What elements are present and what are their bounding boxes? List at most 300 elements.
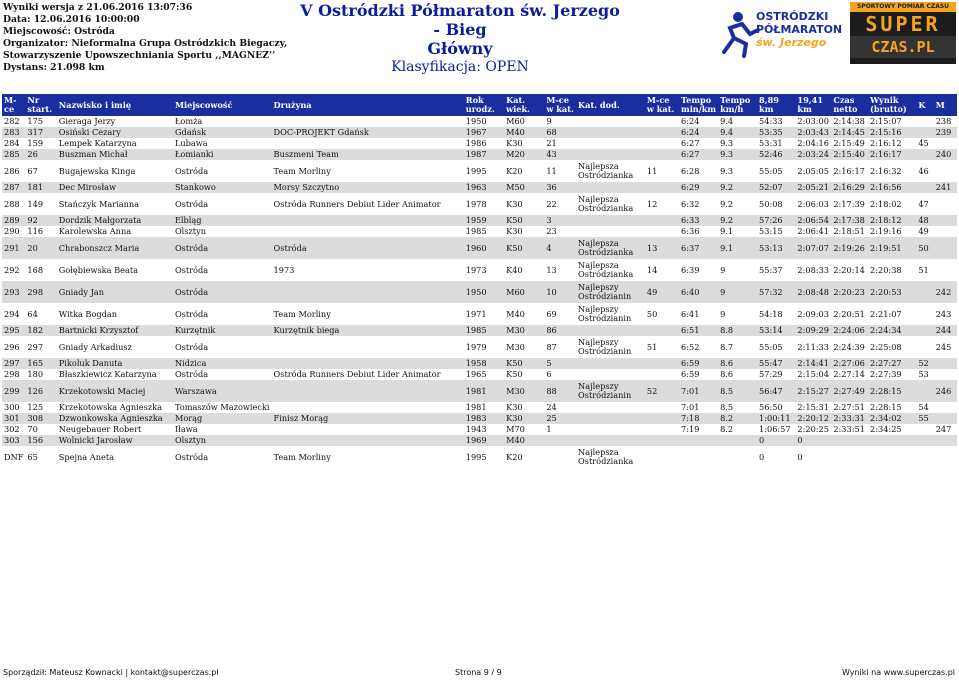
table-cell: K20 bbox=[506, 451, 523, 462]
table-cell: K30 bbox=[504, 413, 544, 424]
table-cell: M70 bbox=[506, 424, 525, 434]
table-cell: 6:59 bbox=[679, 358, 718, 369]
table-cell: Najlepsza Ostródzianka bbox=[578, 194, 634, 213]
table-cell: Finisz Morąg bbox=[272, 413, 464, 424]
table-cell bbox=[934, 215, 957, 226]
table-row bbox=[2, 281, 957, 303]
table-cell: 13 bbox=[546, 264, 557, 275]
table-cell: 159 bbox=[27, 138, 44, 148]
table-cell bbox=[934, 435, 957, 446]
table-cell: 2:03:43 bbox=[795, 127, 831, 138]
table-cell bbox=[916, 127, 933, 138]
table-cell bbox=[916, 303, 933, 325]
table-cell: 2:15:27 bbox=[795, 380, 831, 402]
table-cell: 23 bbox=[546, 226, 557, 236]
column-header: M-ce w kat. bbox=[645, 94, 679, 116]
table-cell: Olsztyn bbox=[173, 435, 272, 446]
table-cell: 9 bbox=[720, 264, 726, 275]
table-cell bbox=[916, 325, 933, 336]
table-cell: 2:33:31 bbox=[831, 413, 868, 424]
table-cell: 1978 bbox=[465, 198, 487, 209]
table-cell: 7:18 bbox=[679, 413, 718, 424]
table-cell: 2:17:38 bbox=[831, 215, 868, 226]
table-cell: Łomża bbox=[174, 116, 203, 126]
table-cell: 9.4 bbox=[720, 116, 734, 126]
logo-line-3: św. Jerzego bbox=[756, 36, 827, 49]
table-row bbox=[2, 435, 957, 446]
table-cell: 2:20:51 bbox=[833, 308, 865, 319]
table-cell: 1983 bbox=[464, 413, 504, 424]
column-header: Nazwisko i imię bbox=[57, 94, 173, 116]
table-cell: 24 bbox=[546, 402, 557, 412]
table-cell: 301 bbox=[2, 413, 25, 424]
table-cell: 2:24:39 bbox=[833, 341, 865, 352]
table-cell: 239 bbox=[934, 127, 957, 138]
column-header: Wynik (brutto) bbox=[868, 94, 916, 116]
table-cell: 1965 bbox=[465, 369, 487, 379]
table-cell bbox=[576, 413, 645, 424]
table-cell bbox=[916, 424, 933, 435]
table-cell bbox=[272, 138, 464, 149]
table-cell bbox=[934, 413, 957, 424]
table-cell bbox=[916, 281, 933, 303]
logo-line-2: PÓŁMARATON bbox=[756, 23, 843, 36]
table-cell: 20 bbox=[25, 237, 56, 259]
table-row bbox=[2, 303, 957, 325]
table-cell: 2:21:07 bbox=[870, 308, 902, 319]
table-cell: 11 bbox=[546, 165, 557, 176]
column-header: M-ce w kat. bbox=[544, 94, 576, 116]
table-cell: Stańczyk Marianna bbox=[58, 198, 140, 209]
table-cell: 282 bbox=[4, 116, 20, 126]
table-cell: 2:28:15 bbox=[868, 380, 916, 402]
table-row bbox=[2, 402, 957, 413]
table-cell: 294 bbox=[4, 308, 20, 319]
organizer-2: Stowarzyszenie Upowszechniania Sportu ,,MAGNEZ’’ bbox=[3, 50, 276, 61]
table-cell: 1943 bbox=[465, 424, 487, 434]
table-cell bbox=[272, 435, 464, 446]
column-header: K bbox=[916, 94, 933, 116]
table-cell bbox=[272, 215, 464, 226]
table-cell: 2:14:41 bbox=[795, 358, 831, 369]
table-cell: 2:27:14 bbox=[833, 369, 865, 379]
table-cell: 1959 bbox=[464, 215, 504, 226]
table-cell: 2:05:05 bbox=[797, 165, 829, 176]
table-cell: 2:17:39 bbox=[833, 198, 865, 209]
table-cell: 2:24:34 bbox=[868, 325, 916, 336]
table-cell: M40 bbox=[504, 435, 544, 446]
table-cell: 1981 bbox=[465, 402, 487, 412]
table-cell: 1985 bbox=[465, 226, 487, 236]
race-place: Miejscowość: Ostróda bbox=[3, 26, 115, 37]
table-cell: 1981 bbox=[464, 380, 504, 402]
table-cell: Ostróda Runners Debiut Lider Animator bbox=[273, 369, 441, 379]
table-cell: 2:15:40 bbox=[831, 149, 868, 160]
table-cell bbox=[934, 446, 957, 468]
table-cell: 284 bbox=[4, 138, 20, 148]
table-cell: Stankowo bbox=[173, 182, 272, 193]
table-cell: 290 bbox=[4, 226, 20, 236]
table-cell: 50 bbox=[646, 308, 658, 319]
table-cell: K30 bbox=[506, 226, 523, 236]
table-cell bbox=[679, 435, 718, 446]
table-cell: 2:20:14 bbox=[833, 264, 865, 275]
table-cell: 50 bbox=[916, 237, 933, 259]
table-row bbox=[2, 160, 957, 182]
table-cell: 53:13 bbox=[757, 237, 795, 259]
table-cell: 7:19 bbox=[681, 424, 700, 434]
organizer: Organizator: Nieformalna Grupa Ostródzkich Biegaczy, bbox=[3, 38, 288, 49]
table-cell: 283 bbox=[2, 127, 25, 138]
table-cell: 6:28 bbox=[681, 165, 700, 176]
table-cell: 69 bbox=[546, 308, 557, 319]
table-cell: 0 bbox=[759, 451, 765, 462]
footer-website: Wyniki na www.superczas.pl bbox=[841, 668, 955, 677]
table-cell: Najlepszy Ostródzianin bbox=[578, 304, 632, 323]
table-cell: Najlepszy Ostródzianin bbox=[576, 380, 645, 402]
footer-author: Sporządził: Mateusz Kownacki | kontakt@superczas.pl bbox=[3, 668, 219, 677]
table-cell: 55:05 bbox=[759, 341, 783, 352]
table-cell bbox=[645, 358, 679, 369]
table-cell: 65 bbox=[27, 451, 38, 462]
table-cell: 2:27:39 bbox=[870, 369, 902, 379]
table-cell: Dec Mirosław bbox=[57, 182, 173, 193]
table-cell: 298 bbox=[4, 369, 20, 379]
table-cell: 1967 bbox=[464, 127, 504, 138]
table-cell bbox=[916, 380, 933, 402]
table-cell: 299 bbox=[2, 380, 25, 402]
table-row bbox=[2, 413, 957, 424]
table-cell: Ostróda bbox=[173, 237, 272, 259]
table-cell: 2:11:33 bbox=[797, 341, 829, 352]
table-cell: 8.5 bbox=[718, 380, 757, 402]
table-cell: 2:09:29 bbox=[795, 325, 831, 336]
table-cell bbox=[576, 402, 645, 413]
table-cell: 9.4 bbox=[718, 127, 757, 138]
table-cell: M30 bbox=[506, 341, 525, 352]
table-cell: 300 bbox=[4, 402, 20, 412]
table-cell: 6 bbox=[546, 369, 552, 379]
table-cell: 70 bbox=[27, 424, 38, 434]
table-cell: 1995 bbox=[465, 165, 487, 176]
table-cell: 2:08:48 bbox=[795, 281, 831, 303]
table-cell: 6:24 bbox=[679, 127, 718, 138]
table-cell: 2:27:49 bbox=[831, 380, 868, 402]
table-cell: 9.2 bbox=[718, 215, 757, 226]
table-cell: 51 bbox=[646, 341, 658, 352]
table-cell: 1963 bbox=[464, 182, 504, 193]
table-cell: 288 bbox=[4, 198, 20, 209]
distance: Dystans: 21.098 km bbox=[3, 62, 105, 73]
table-cell: 92 bbox=[25, 215, 56, 226]
table-cell bbox=[576, 435, 645, 446]
table-cell: 54 bbox=[918, 402, 929, 412]
table-cell: 11 bbox=[646, 165, 658, 176]
table-cell: M40 bbox=[506, 308, 525, 319]
table-cell: 10 bbox=[544, 281, 576, 303]
table-cell: Witka Bogdan bbox=[58, 308, 118, 319]
table-cell: 2:16:17 bbox=[868, 149, 916, 160]
table-cell: 46 bbox=[918, 165, 929, 176]
table-cell: 50:08 bbox=[759, 198, 783, 209]
logo-line-1: OSTRÓDZKI bbox=[756, 10, 829, 23]
table-cell: 292 bbox=[4, 264, 20, 275]
table-cell: 47 bbox=[918, 198, 929, 209]
table-cell bbox=[576, 226, 645, 237]
table-cell: 6:27 bbox=[679, 149, 718, 160]
table-cell bbox=[645, 116, 679, 127]
table-cell bbox=[645, 182, 679, 193]
table-row bbox=[2, 138, 957, 149]
table-cell bbox=[576, 215, 645, 226]
race-date: Data: 12.06.2016 10:00:00 bbox=[3, 14, 140, 25]
table-cell bbox=[868, 435, 916, 446]
table-cell bbox=[272, 402, 464, 413]
table-cell: 1985 bbox=[464, 325, 504, 336]
table-cell: Olsztyn bbox=[174, 226, 206, 236]
table-cell: Team Morliny bbox=[273, 165, 331, 176]
table-cell: 2:19:16 bbox=[870, 226, 902, 236]
table-cell: 126 bbox=[25, 380, 56, 402]
table-cell: 180 bbox=[27, 369, 44, 379]
table-cell: Bartnicki Krzysztof bbox=[57, 325, 173, 336]
table-cell: 2:16:32 bbox=[870, 165, 902, 176]
table-cell: 9.1 bbox=[720, 226, 734, 236]
table-cell: 8.8 bbox=[718, 325, 757, 336]
table-cell: 2:18:51 bbox=[833, 226, 865, 236]
table-cell: 2:05:21 bbox=[795, 182, 831, 193]
table-cell: 2:19:51 bbox=[868, 237, 916, 259]
table-cell: 43 bbox=[544, 149, 576, 160]
table-cell: Najlepsza Ostródzianka bbox=[578, 161, 634, 180]
table-cell bbox=[645, 215, 679, 226]
table-cell: 241 bbox=[934, 182, 957, 193]
table-cell: 56:47 bbox=[757, 380, 795, 402]
table-row bbox=[2, 325, 957, 336]
table-cell: 12 bbox=[646, 198, 658, 209]
table-cell: 6:36 bbox=[681, 226, 700, 236]
table-cell: 8.6 bbox=[718, 358, 757, 369]
table-cell: Kurzętnik biega bbox=[272, 325, 464, 336]
table-header bbox=[2, 94, 957, 116]
table-cell: 52:07 bbox=[757, 182, 795, 193]
table-cell: 165 bbox=[25, 358, 56, 369]
table-cell bbox=[934, 237, 957, 259]
table-cell: 57:32 bbox=[757, 281, 795, 303]
table-row bbox=[2, 358, 957, 369]
table-cell: 2:16:29 bbox=[831, 182, 868, 193]
table-cell: 1995 bbox=[465, 451, 487, 462]
table-cell: 9.1 bbox=[718, 237, 757, 259]
table-cell: 2:03:24 bbox=[795, 149, 831, 160]
table-cell bbox=[645, 402, 679, 413]
table-cell: 9 bbox=[546, 116, 552, 126]
table-cell: 53:35 bbox=[757, 127, 795, 138]
table-cell: 7:01 bbox=[679, 380, 718, 402]
table-cell: 2:15:31 bbox=[797, 402, 829, 412]
table-cell: Karolewska Anna bbox=[58, 226, 132, 236]
table-cell: 54:18 bbox=[759, 308, 783, 319]
race-title: V Ostródzki Półmaraton św. Jerzego - Bieg bbox=[300, 1, 620, 39]
table-cell bbox=[645, 127, 679, 138]
table-cell: 2:08:33 bbox=[797, 264, 829, 275]
table-cell: 247 bbox=[935, 424, 952, 434]
table-cell: 9.3 bbox=[718, 149, 757, 160]
table-cell: 2:18:12 bbox=[868, 215, 916, 226]
table-cell: 3 bbox=[544, 215, 576, 226]
table-cell bbox=[272, 424, 464, 435]
table-cell: 125 bbox=[27, 402, 44, 412]
results-table bbox=[2, 94, 957, 468]
table-cell: Ostróda bbox=[174, 198, 209, 209]
halfmarathon-logo bbox=[716, 8, 843, 58]
table-cell: 285 bbox=[2, 149, 25, 160]
table-cell: Team Morliny bbox=[273, 451, 331, 462]
table-cell: 2:18:02 bbox=[870, 198, 902, 209]
column-header: M bbox=[934, 94, 957, 116]
table-cell: Tomaszów Mazowiecki bbox=[174, 402, 270, 412]
table-cell: 2:03:00 bbox=[797, 116, 829, 126]
table-cell: 64 bbox=[27, 308, 38, 319]
table-cell: 9.3 bbox=[720, 165, 734, 176]
table-cell bbox=[934, 358, 957, 369]
table-cell bbox=[679, 446, 718, 468]
classification: Klasyfikacja: OPEN bbox=[391, 59, 529, 75]
table-cell: 2:14:38 bbox=[833, 116, 865, 126]
table-cell: 6:37 bbox=[679, 237, 718, 259]
table-cell: 297 bbox=[2, 358, 25, 369]
table-cell: 168 bbox=[27, 264, 44, 275]
table-cell: 2:06:03 bbox=[797, 198, 829, 209]
table-cell: 175 bbox=[27, 116, 44, 126]
table-cell: Lubawa bbox=[174, 138, 208, 148]
footer-page: Strona 9 / 9 bbox=[455, 668, 502, 677]
table-cell: 2:20:53 bbox=[868, 281, 916, 303]
table-cell: 13 bbox=[645, 237, 679, 259]
table-row bbox=[2, 215, 957, 226]
table-cell: K50 bbox=[504, 237, 544, 259]
table-row bbox=[2, 127, 957, 138]
table-cell: 2:15:07 bbox=[870, 116, 902, 126]
table-cell bbox=[576, 149, 645, 160]
table-cell: 2:14:45 bbox=[831, 127, 868, 138]
table-cell: Ostróda bbox=[272, 237, 464, 259]
table-cell: 2:19:26 bbox=[831, 237, 868, 259]
table-cell: Buszmeni Team bbox=[272, 149, 464, 160]
table-cell bbox=[576, 358, 645, 369]
table-cell: Osiński Cezary bbox=[57, 127, 173, 138]
table-cell bbox=[934, 259, 957, 281]
table-cell bbox=[916, 149, 933, 160]
table-cell bbox=[544, 435, 576, 446]
table-cell: 298 bbox=[25, 281, 56, 303]
table-cell: DNF bbox=[4, 451, 24, 462]
table-cell bbox=[272, 380, 464, 402]
table-cell: Najlepsza Ostródzianka bbox=[576, 237, 645, 259]
table-cell: 8.7 bbox=[720, 341, 734, 352]
table-cell: 2:15:04 bbox=[797, 369, 829, 379]
table-cell: 2:20:25 bbox=[797, 424, 829, 434]
table-cell bbox=[576, 424, 645, 435]
table-cell: 181 bbox=[25, 182, 56, 193]
table-cell: 2:15:16 bbox=[868, 127, 916, 138]
column-header: Czas netto bbox=[831, 94, 868, 116]
table-cell: Elbląg bbox=[173, 215, 272, 226]
table-cell: 2:16:17 bbox=[833, 165, 865, 176]
table-cell bbox=[934, 193, 957, 215]
table-cell bbox=[272, 116, 464, 127]
table-cell: 2:27:06 bbox=[831, 358, 868, 369]
table-cell: M40 bbox=[504, 127, 544, 138]
table-row bbox=[2, 380, 957, 402]
table-cell: 317 bbox=[25, 127, 56, 138]
table-cell: DOC-PROJEKT Gdańsk bbox=[272, 127, 464, 138]
table-cell: 242 bbox=[934, 281, 957, 303]
table-cell bbox=[272, 281, 464, 303]
table-cell: Najlepszy Ostródzianin bbox=[578, 337, 632, 356]
table-cell bbox=[645, 413, 679, 424]
superczas-logo bbox=[850, 2, 956, 64]
print-version: Wyniki wersja z 21.06.2016 13:07:36 bbox=[3, 2, 193, 13]
table-cell: M20 bbox=[504, 149, 544, 160]
table-cell: Najlepsza Ostródzianka bbox=[578, 447, 634, 466]
table-cell: 286 bbox=[4, 165, 20, 176]
table-row bbox=[2, 446, 957, 468]
table-cell: 2:04:16 bbox=[797, 138, 829, 148]
table-cell: Najlepsza Ostródzianka bbox=[578, 260, 634, 279]
table-cell: 9.3 bbox=[720, 138, 734, 148]
table-cell: 1973 bbox=[273, 264, 295, 275]
table-cell: Bugajewska Kinga bbox=[58, 165, 136, 176]
table-cell bbox=[645, 446, 679, 468]
column-header: Miejscowość bbox=[173, 94, 272, 116]
table-cell: 6:41 bbox=[681, 308, 700, 319]
table-cell: 295 bbox=[2, 325, 25, 336]
table-cell: 243 bbox=[935, 308, 952, 319]
table-cell bbox=[576, 138, 645, 149]
table-cell: 245 bbox=[935, 341, 952, 352]
table-body bbox=[2, 116, 957, 468]
race-title-2: Główny bbox=[427, 39, 493, 58]
table-cell: Gdańsk bbox=[173, 127, 272, 138]
table-cell: 1973 bbox=[465, 264, 487, 275]
table-cell: 2:24:06 bbox=[831, 325, 868, 336]
table-cell: 1950 bbox=[464, 281, 504, 303]
table-cell: Ostróda bbox=[173, 281, 272, 303]
table-cell: 2:07:07 bbox=[795, 237, 831, 259]
table-cell: 49 bbox=[918, 226, 929, 236]
logo2-czas: CZAS.PL bbox=[850, 36, 956, 58]
table-cell bbox=[934, 226, 957, 237]
table-cell: 9 bbox=[718, 281, 757, 303]
table-cell bbox=[645, 325, 679, 336]
table-cell: 48 bbox=[916, 215, 933, 226]
table-cell: Ostróda bbox=[174, 341, 209, 352]
table-cell: 6:51 bbox=[679, 325, 718, 336]
race-title-block bbox=[300, 1, 620, 76]
table-cell: Krzekotowska Agnieszka bbox=[58, 402, 163, 412]
table-cell: 2:16:12 bbox=[870, 138, 902, 148]
table-cell bbox=[916, 336, 933, 358]
table-cell: 8.2 bbox=[718, 413, 757, 424]
table-cell bbox=[576, 127, 645, 138]
table-cell bbox=[916, 182, 933, 193]
table-cell bbox=[272, 226, 464, 237]
table-cell: 2:20:12 bbox=[795, 413, 831, 424]
table-cell: Ostróda bbox=[174, 369, 209, 379]
table-row bbox=[2, 259, 957, 281]
table-cell: Pikoluk Danuta bbox=[57, 358, 173, 369]
